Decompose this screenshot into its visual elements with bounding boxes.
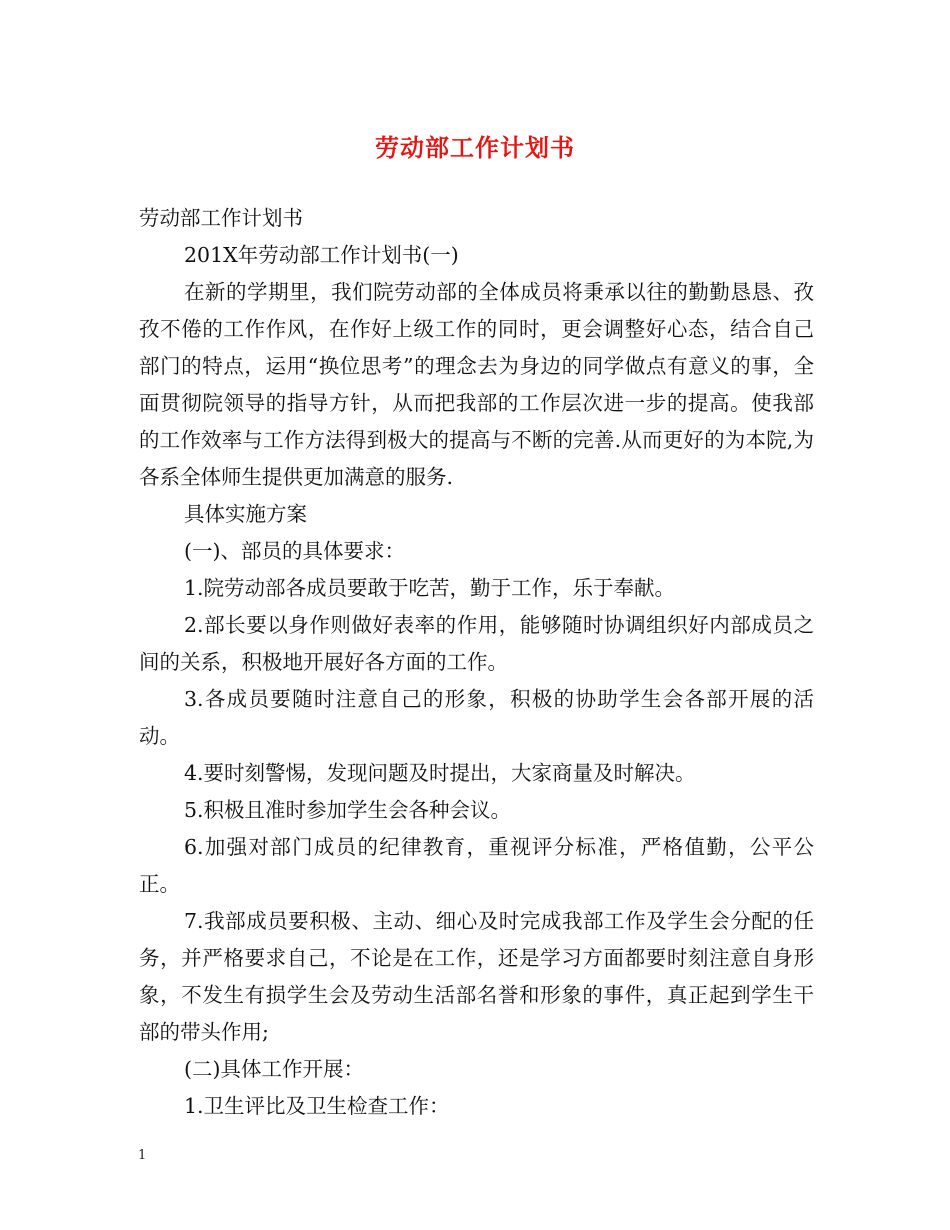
paragraph: 具体实施方案 [184, 502, 307, 526]
paragraph: (一)、部员的具体要求： [184, 539, 405, 563]
paragraph: 4.要时刻警惕，发现问题及时提出，大家商量及时解决。 [184, 761, 696, 785]
paragraph: 1.院劳动部各成员要敢于吃苦，勤于工作，乐于奉献。 [184, 576, 676, 600]
paragraph: 5.积极且准时参加学生会各种会议。 [184, 798, 512, 822]
paragraph: 201X年劳动部工作计划书(一) [184, 243, 459, 267]
document-title: 劳动部工作计划书 [375, 133, 575, 162]
paragraph: 在新的学期里，我们院劳动部的全体成员将秉承以往的勤勤恳恳、孜孜不倦的工作作风，在作好上级工作的同时，更会调整好心态，结合自己部门的特点，运用“换位思考”的理念去为身边的同学做点有意义的事，全面贯彻院领导的指导方针，从而把我部的工作层次进一步的提高。使我部的工作效率与工作方法得到极大的提高与不断的完善.从而更好的为本院,为各系全体师生提供更加满意的服务. [139, 280, 814, 489]
document-body [139, 200, 814, 1125]
paragraph: 3.各成员要随时注意自己的形象，积极的协助学生会各部开展的活动。 [139, 687, 814, 748]
paragraph: 劳动部工作计划书 [139, 206, 303, 230]
paragraph: 6.加强对部门成员的纪律教育，重视评分标准，严格值勤，公平公正。 [139, 835, 814, 896]
paragraph: 7.我部成员要积极、主动、细心及时完成我部工作及学生会分配的任务，并严格要求自己，不论是在工作，还是学习方面都要时刻注意自身形象，不发生有损学生会及劳动生活部名誉和形象的事件，真正起到学生干部的带头作用; [139, 909, 814, 1044]
paragraph: (二)具体工作开展： [184, 1057, 364, 1081]
paragraph: 1.卫生评比及卫生检查工作： [184, 1094, 450, 1118]
paragraph: 2.部长要以身作则做好表率的作用，能够随时协调组织好内部成员之间的关系，积极地开展好各方面的工作。 [139, 613, 814, 674]
page-number: 1 [138, 1148, 147, 1163]
